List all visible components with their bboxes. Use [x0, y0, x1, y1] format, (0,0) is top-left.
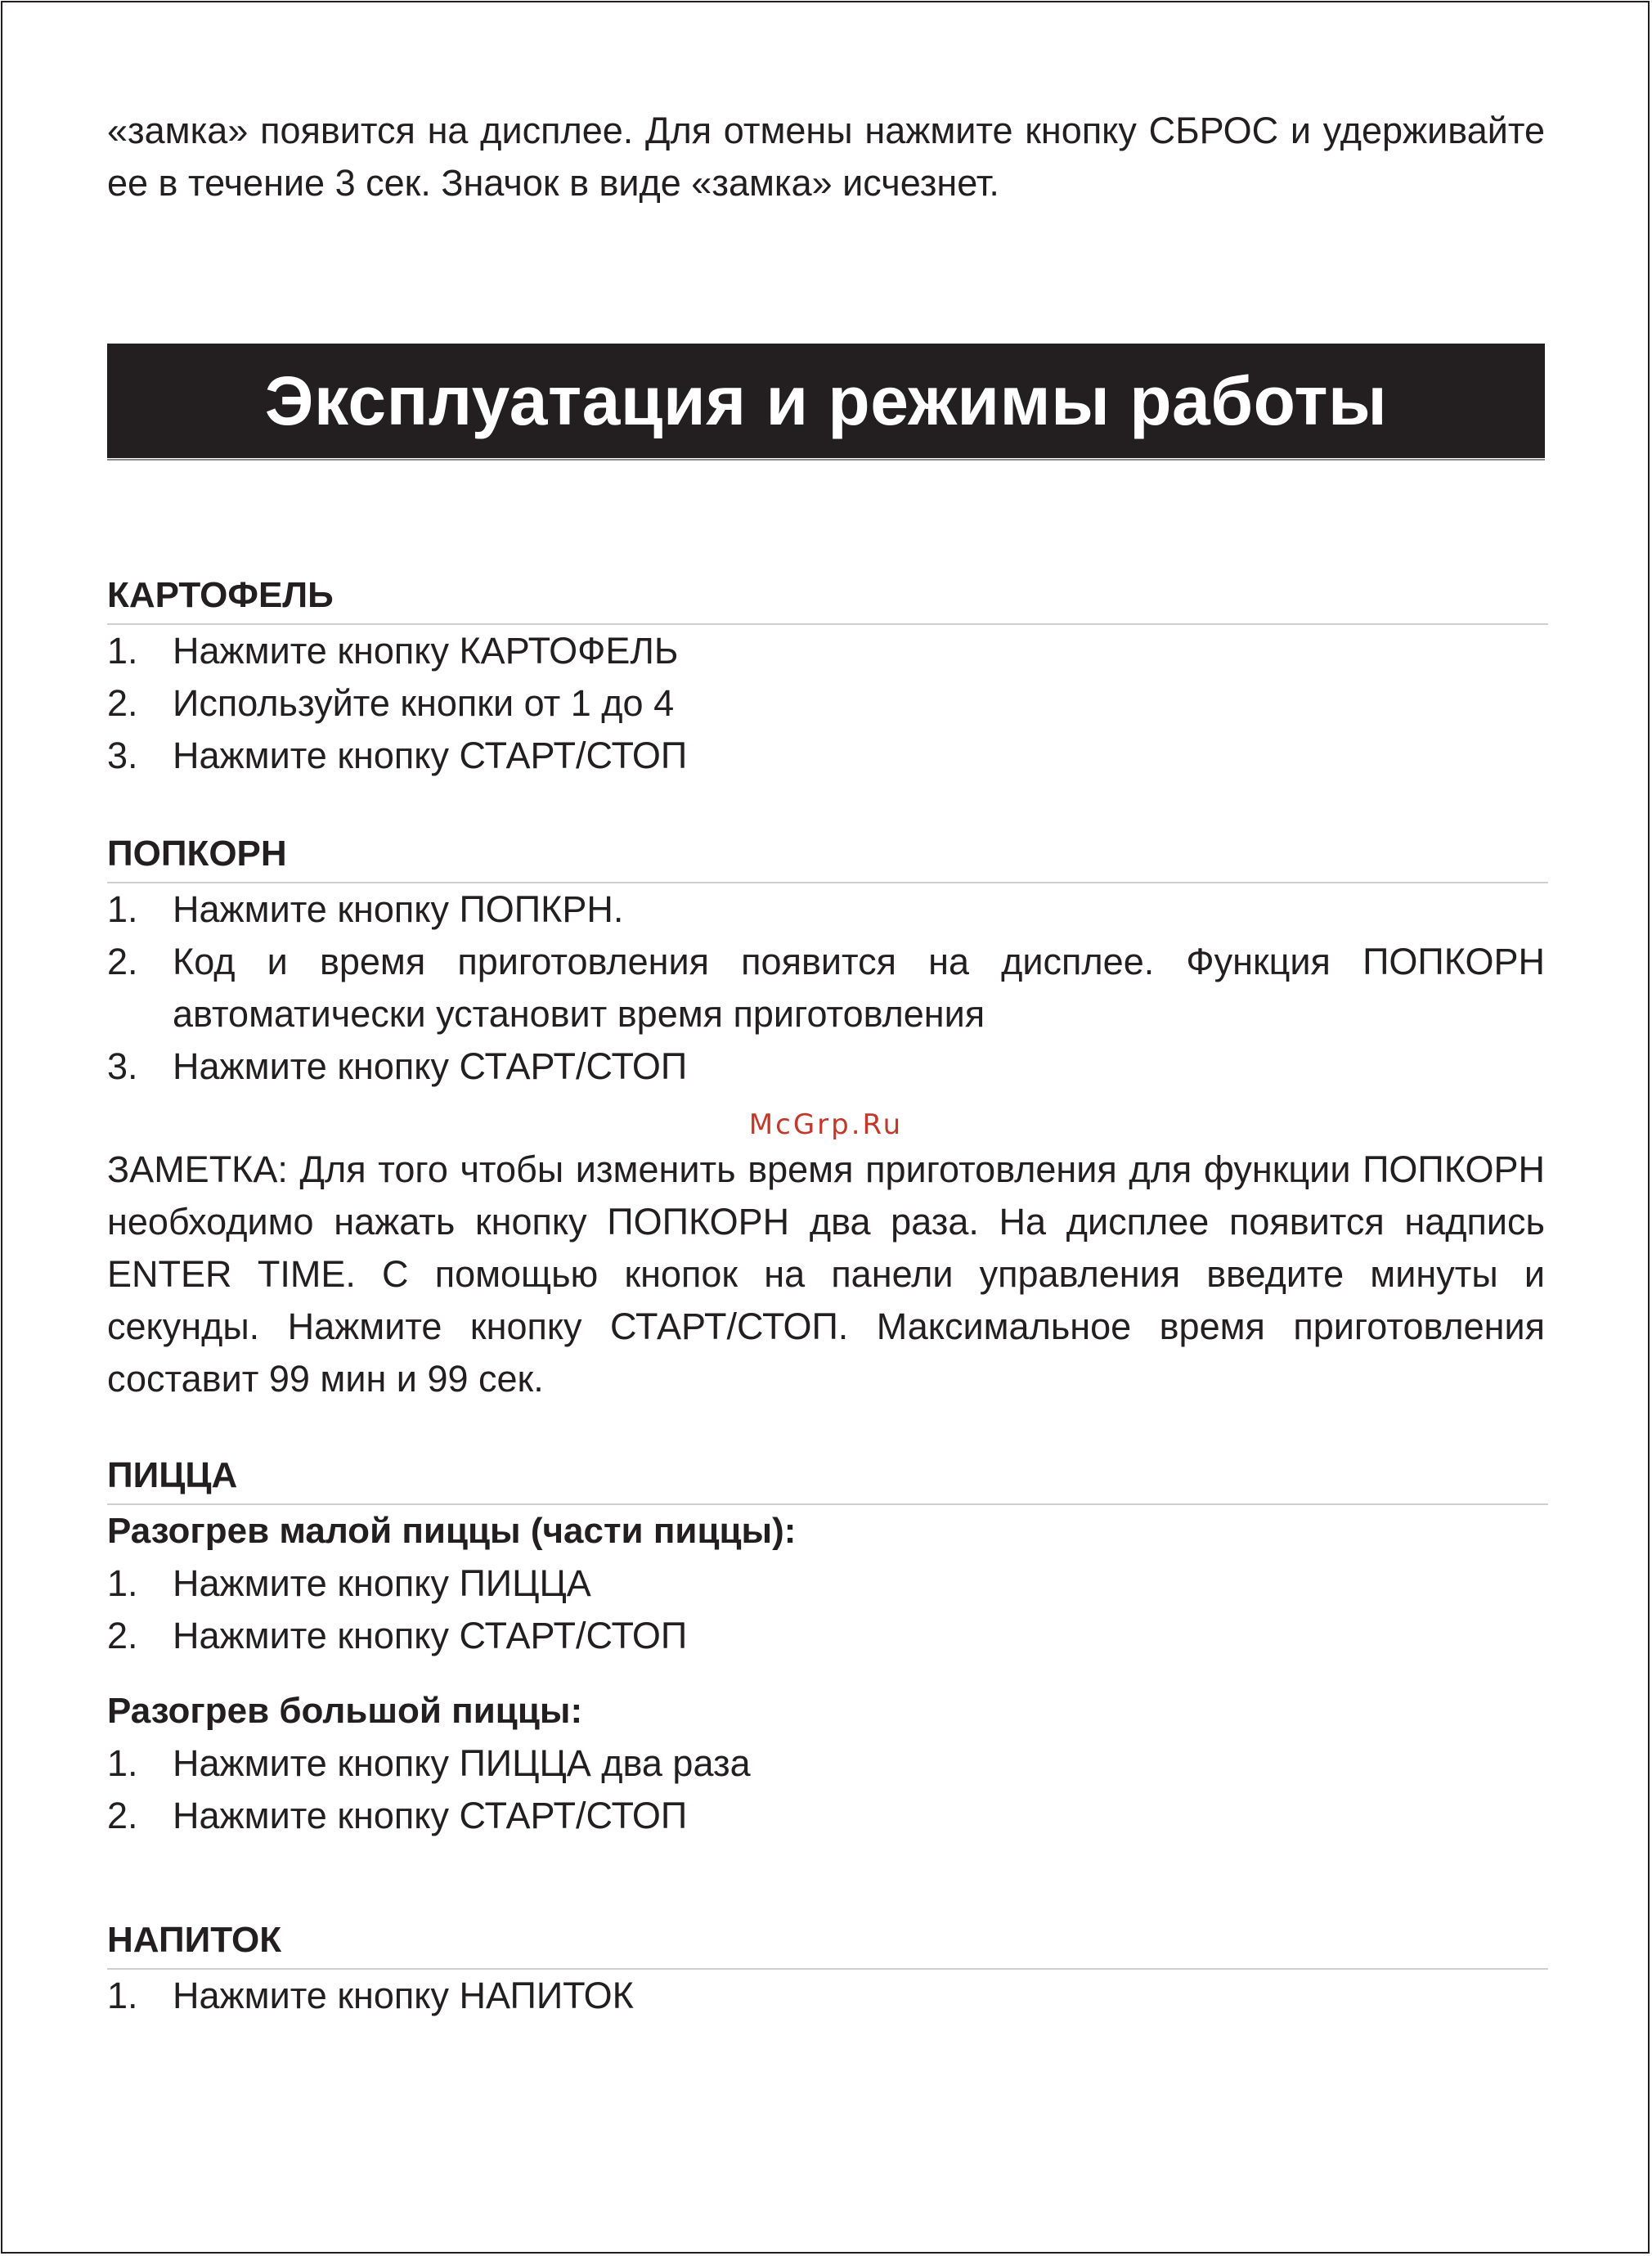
- list-item: [107, 1040, 1548, 1093]
- step-text: Код и время приготовления появится на дисплее. Функция ПОПКОРН автоматически установит время приготовления: [173, 941, 1545, 1035]
- step-text: Нажмите кнопку СТАРТ/СТОП: [173, 735, 688, 776]
- list-item: [107, 1970, 1548, 2022]
- section-pizza: [107, 1449, 1548, 1842]
- list-item: [107, 677, 1548, 730]
- step-text: Используйте кнопки от 1 до 4: [173, 682, 675, 724]
- step-text: Нажмите кнопку НАПИТОК: [173, 1975, 634, 2016]
- page-title: Эксплуатация и режимы работы: [264, 362, 1388, 439]
- section-potato: [107, 569, 1548, 782]
- section-banner: [107, 344, 1545, 458]
- step-text: Нажмите кнопку ПИЦЦА: [173, 1562, 591, 1604]
- subtitle-large-pizza: Разогрев большой пиццы:: [107, 1691, 583, 1731]
- banner-underline: [107, 459, 1545, 461]
- note-paragraph: ЗАМЕТКА: Для того чтобы изменить время приготовления для функции ПОПКОРН необходимо нажать кнопку ПОПКОРН два раза. На дисплее появится надпись ENTER TIME. С помощью кнопок на панели управления введите минуты и секунды. Нажмите кнопку СТАРТ/СТОП. Максимальное время приготовления составит 99 мин и 99 сек.: [107, 1148, 1545, 1400]
- potato-steps: [107, 625, 1548, 782]
- list-item: [107, 883, 1548, 936]
- list-item: [107, 936, 1545, 1040]
- step-text: Нажмите кнопку СТАРТ/СТОП: [173, 1615, 688, 1656]
- spacer: [107, 1662, 1548, 1685]
- step-number: 1.: [107, 1742, 138, 1784]
- section-popcorn: [107, 828, 1548, 1093]
- step-number: 2.: [107, 1795, 138, 1836]
- section-title-pizza: ПИЦЦА: [107, 1449, 1548, 1505]
- step-number: 2.: [107, 682, 138, 724]
- list-item: [107, 1737, 1548, 1790]
- step-text: Нажмите кнопку ПИЦЦА два раза: [173, 1742, 751, 1784]
- step-text: Нажмите кнопку КАРТОФЕЛЬ: [173, 630, 679, 672]
- step-number: 1.: [107, 888, 138, 930]
- step-number: 1.: [107, 1562, 138, 1604]
- beverage-steps: [107, 1970, 1548, 2022]
- step-number: 1.: [107, 1975, 138, 2016]
- section-title-beverage: НАПИТОК: [107, 1914, 1548, 1970]
- step-number: 3.: [107, 735, 138, 776]
- step-text: Нажмите кнопку СТАРТ/СТОП: [173, 1795, 688, 1836]
- step-number: 2.: [107, 941, 138, 982]
- subtitle-small-pizza: Разогрев малой пиццы (части пиццы):: [107, 1511, 797, 1551]
- step-number: 1.: [107, 630, 138, 672]
- section-beverage: [107, 1914, 1548, 2022]
- watermark-link[interactable]: McGrp.Ru: [748, 1108, 904, 1141]
- large-pizza-steps: [107, 1737, 1548, 1842]
- small-pizza-steps: [107, 1557, 1548, 1662]
- step-number: 3.: [107, 1045, 138, 1087]
- list-item: [107, 1610, 1548, 1662]
- list-item: [107, 730, 1548, 782]
- list-item: [107, 1557, 1548, 1610]
- step-text: Нажмите кнопку СТАРТ/СТОП: [173, 1045, 688, 1087]
- section-title-potato: КАРТОФЕЛЬ: [107, 569, 1548, 625]
- step-number: 2.: [107, 1615, 138, 1656]
- popcorn-steps: [107, 883, 1548, 1093]
- list-item: [107, 625, 1548, 677]
- section-title-popcorn: ПОПКОРН: [107, 828, 1548, 883]
- intro-paragraph: «замка» появится на дисплее. Для отмены нажмите кнопку СБРОС и удерживайте ее в течение 3 сек. Значок в виде «замка» исчезнет.: [107, 110, 1545, 204]
- list-item: [107, 1790, 1548, 1842]
- step-text: Нажмите кнопку ПОПКРН.: [173, 888, 624, 930]
